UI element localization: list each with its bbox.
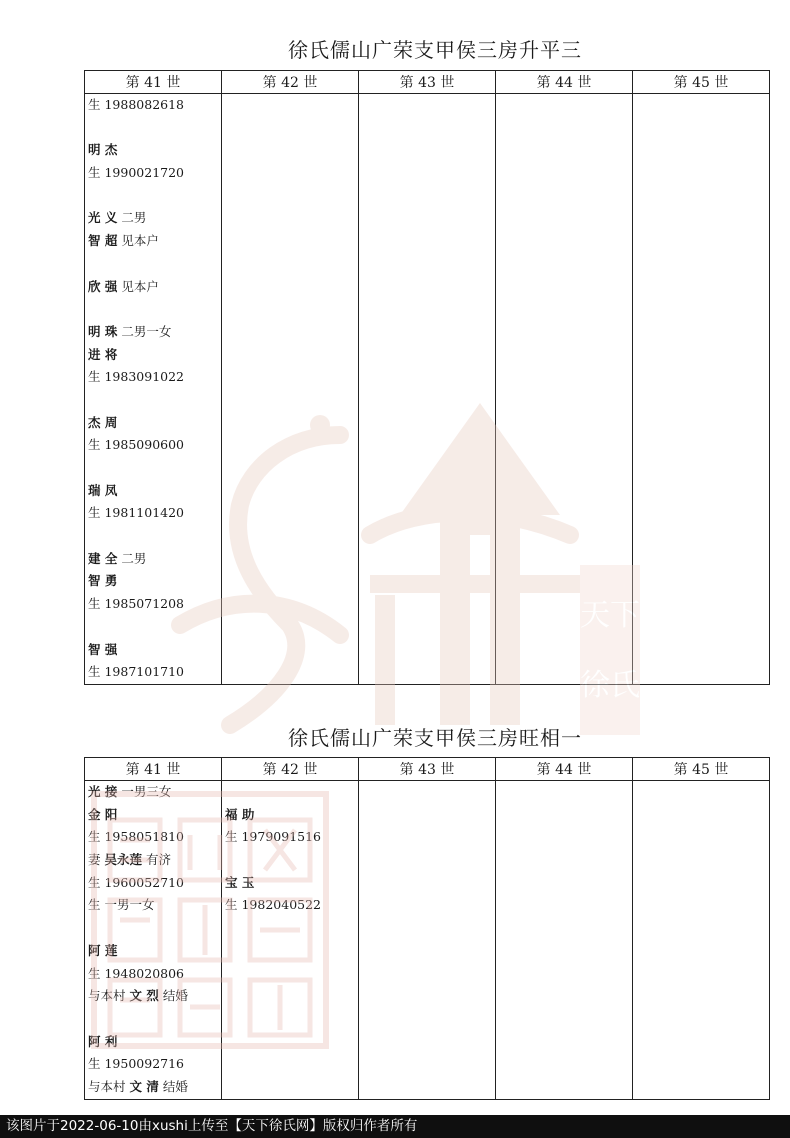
person-name: 吴永莲 <box>104 852 142 868</box>
person-name: 文 烈 <box>129 988 159 1004</box>
person-name: 进 将 <box>88 346 118 362</box>
person-name: 杰 周 <box>88 414 118 430</box>
table1-header-gen41: 第 41 世 <box>85 71 222 94</box>
table2-header-gen45: 第 45 世 <box>633 758 770 781</box>
entry-note: 二男一女 <box>117 323 172 339</box>
table2-col-gen43 <box>359 781 496 1100</box>
table1-header-row <box>85 71 770 94</box>
person-name: 宝 玉 <box>225 874 255 890</box>
logo-text-tianxia: 天下 <box>580 598 640 633</box>
table2-col-gen45 <box>633 781 770 1100</box>
spacer-line <box>88 185 221 208</box>
person-name: 文 清 <box>129 1078 159 1094</box>
person-name: 明 珠 <box>88 323 118 339</box>
entry-line <box>88 276 221 299</box>
person-name: 建 全 <box>88 550 118 566</box>
entry-text: 生 1958051810 <box>88 829 185 845</box>
entry-note: 有济 <box>142 852 171 868</box>
entry-text: 生 1960052710 <box>88 874 185 890</box>
entry-note: 二男 <box>117 210 147 226</box>
entry-note: 二男 <box>117 550 147 566</box>
entry-text: 生 1981101420 <box>88 505 185 521</box>
table2-header-gen44: 第 44 世 <box>496 758 633 781</box>
table2-header-row <box>85 758 770 781</box>
entry-line <box>88 1076 221 1099</box>
person-name: 福 助 <box>225 806 255 822</box>
table1-header-gen45: 第 45 世 <box>633 71 770 94</box>
entry-text: 生 一男一女 <box>88 897 155 913</box>
entry-line <box>88 207 221 230</box>
entry-line <box>88 139 221 162</box>
person-name: 智 勇 <box>88 573 118 589</box>
entry-line <box>88 230 221 253</box>
table1-col-gen45 <box>633 94 770 685</box>
collection-seal-watermark <box>90 790 330 1050</box>
person-name: 光 义 <box>88 210 118 226</box>
entry-text: 生 1985071208 <box>88 596 185 612</box>
entry-text: 生 1983091022 <box>88 369 185 385</box>
entry-prefix: 与本村 <box>88 988 130 1004</box>
entry-text: 生 1990021720 <box>88 165 185 181</box>
table1-title: 徐氏儒山广荣支甲侯三房升平三 <box>288 38 582 62</box>
person-name: 金 阳 <box>88 806 118 822</box>
person-name: 欣 强 <box>88 278 118 294</box>
table1-header-gen43: 第 43 世 <box>359 71 496 94</box>
entry-text: 生 1948020806 <box>88 965 185 981</box>
entry-note: 见本户 <box>117 278 159 294</box>
spacer-line <box>88 117 221 140</box>
spacer-line <box>88 253 221 276</box>
entry-note: 结婚 <box>158 988 188 1004</box>
entry-note: 一男三女 <box>117 784 172 799</box>
entry-text: 生 1987101710 <box>88 664 185 680</box>
table2-title: 徐氏儒山广荣支甲侯三房旺相一 <box>288 726 582 750</box>
table1-header-gen42: 第 42 世 <box>222 71 359 94</box>
xu-clan-logo-watermark <box>140 395 640 735</box>
entry-note: 结婚 <box>158 1078 188 1094</box>
person-name: 瑞 凤 <box>88 482 118 498</box>
table2-header-gen41: 第 41 世 <box>85 758 222 781</box>
entry-text: 生 1982040522 <box>225 897 322 913</box>
entry-prefix: 与本村 <box>88 1078 130 1094</box>
table2-header-gen42: 第 42 世 <box>222 758 359 781</box>
entry-prefix: 妻 <box>88 852 105 868</box>
table2-col-gen44 <box>496 781 633 1100</box>
entry-text: 生 1988082618 <box>88 97 185 112</box>
person-name: 明 杰 <box>88 142 118 158</box>
spacer-line <box>88 298 221 321</box>
person-name: 光 接 <box>88 784 118 799</box>
entry-line <box>88 344 221 367</box>
logo-text-xushi: 徐氏 <box>580 668 640 703</box>
person-name: 阿 莲 <box>88 942 118 958</box>
entry-line <box>88 321 221 344</box>
person-name: 阿 利 <box>88 1033 118 1049</box>
entry-text: 生 1985090600 <box>88 437 185 453</box>
entry-note: 见本户 <box>117 233 159 249</box>
person-name: 智 强 <box>88 641 118 657</box>
person-name: 智 超 <box>88 233 118 249</box>
table1-header-gen44: 第 44 世 <box>496 71 633 94</box>
entry-text: 生 1950092716 <box>88 1056 185 1072</box>
upload-credit-footer: 该图片于2022-06-10由xushi上传至【天下徐氏网】版权归作者所有 <box>0 1115 790 1138</box>
table2-header-gen43: 第 43 世 <box>359 758 496 781</box>
entry-text: 生 1979091516 <box>225 829 322 845</box>
